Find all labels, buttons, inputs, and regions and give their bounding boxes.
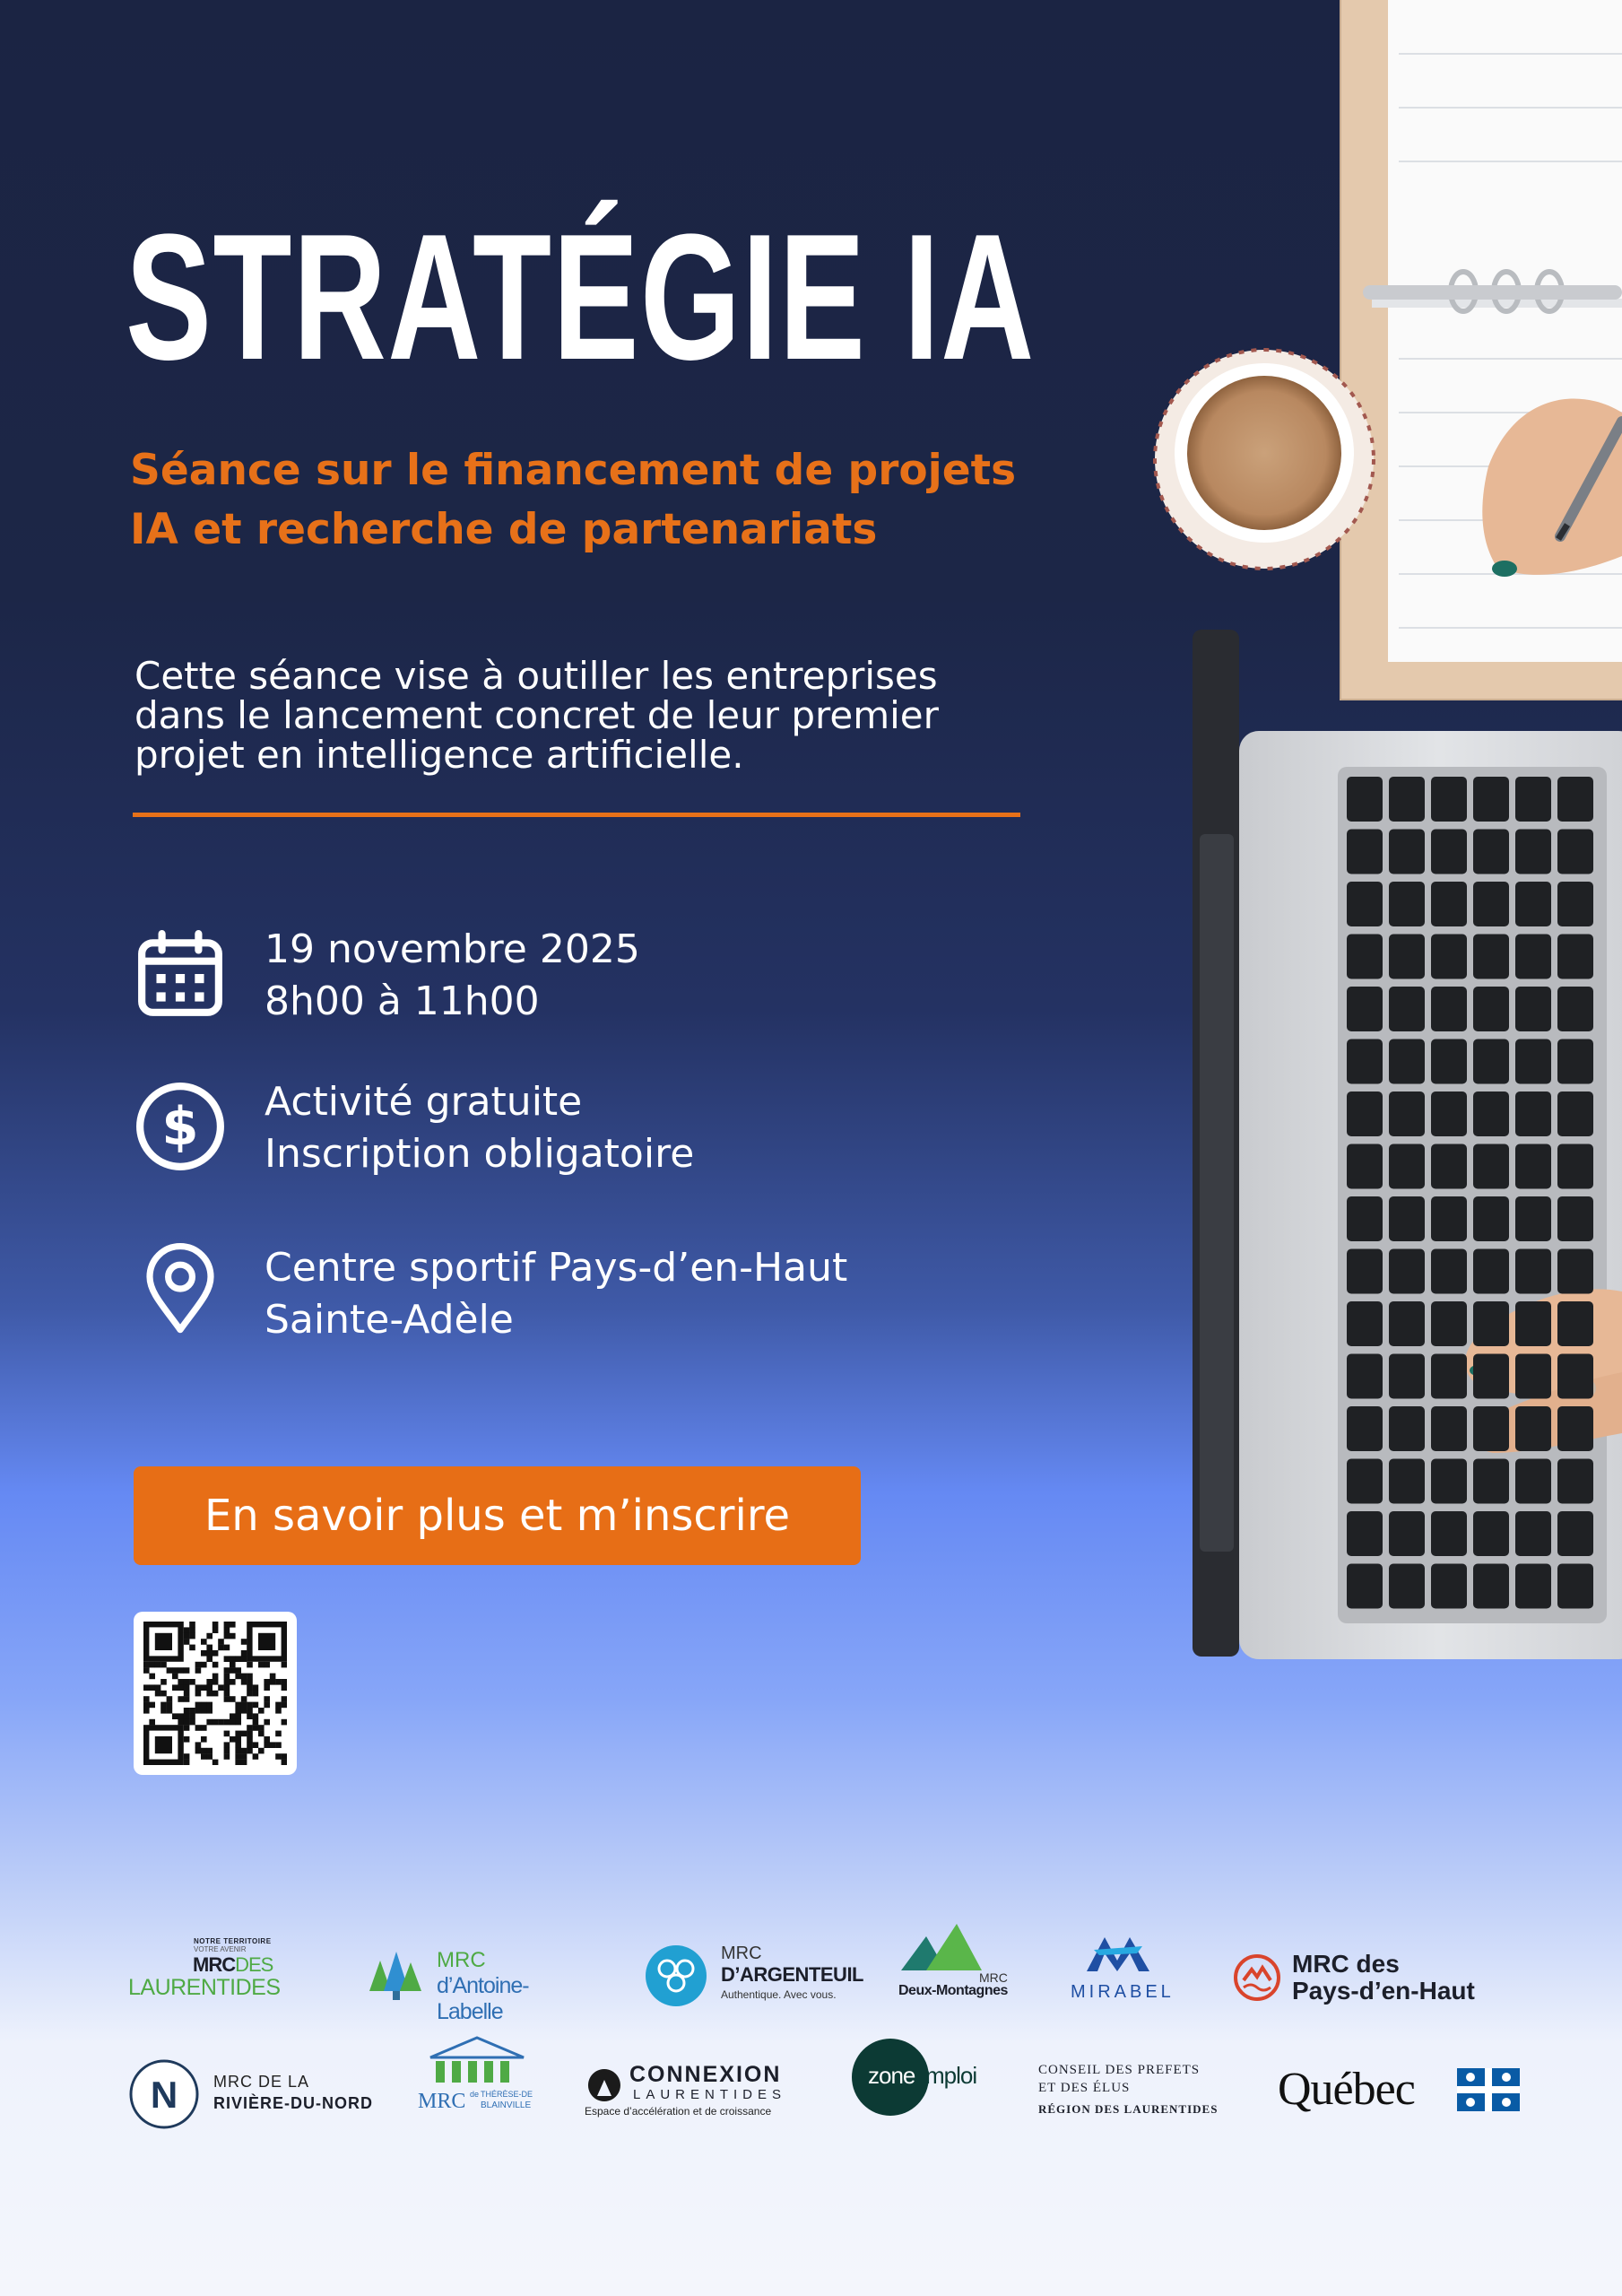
event-time: 8h00 à 11h00 — [265, 978, 540, 1024]
keyboard-key — [1515, 1564, 1551, 1609]
logo-deux-montagnes: MRC Deux-Montagnes — [897, 1924, 1031, 2005]
mountain-icon — [901, 1924, 982, 1973]
keyboard-key — [1515, 1039, 1551, 1084]
keyboard-key — [1431, 1249, 1467, 1294]
quebec-flag-icon — [1457, 2068, 1520, 2111]
keyboard-key — [1389, 1196, 1425, 1241]
workspace-photo — [1139, 0, 1622, 1677]
event-date: 19 novembre 2025 — [265, 926, 640, 972]
keyboard-key — [1431, 1406, 1467, 1451]
keyboard-key — [1473, 1039, 1509, 1084]
connexion-emblem-icon — [585, 2066, 624, 2105]
keyboard-key — [1557, 1091, 1593, 1136]
argenteuil-emblem-icon — [644, 1944, 708, 2008]
keyboard-key — [1515, 1091, 1551, 1136]
keyboard-key — [1431, 1039, 1467, 1084]
keyboard-key — [1473, 1564, 1509, 1609]
keyboard-key — [1389, 1406, 1425, 1451]
keyboard-key — [1347, 1196, 1383, 1241]
description-line-3: projet en intelligence artificielle. — [134, 733, 744, 777]
keyboard-key — [1515, 1406, 1551, 1451]
keyboard-key — [1473, 935, 1509, 979]
logo-therese-de-blainville: MRC de THÉRÈSE-DE BLAINVILLE — [414, 2036, 540, 2126]
keyboard-key — [1557, 987, 1593, 1031]
registration-text: Inscription obligatoire — [265, 1131, 695, 1177]
keyboard-key — [1473, 1354, 1509, 1399]
keyboard-key — [1347, 1511, 1383, 1556]
keyboard-key — [1389, 1354, 1425, 1399]
keyboard-key — [1389, 1564, 1425, 1609]
keyboard-key — [1347, 1301, 1383, 1346]
keyboard-key — [1557, 777, 1593, 822]
svg-text:$: $ — [161, 1095, 199, 1158]
keyboard-key — [1473, 777, 1509, 822]
keyboard-key — [1431, 1564, 1467, 1609]
keyboard-key — [1515, 882, 1551, 926]
keyboard-key — [1515, 987, 1551, 1031]
logo-argenteuil: MRC D’ARGENTEUIL Authentique. Avec vous. — [644, 1942, 859, 2013]
keyboard-key — [1473, 1249, 1509, 1294]
keyboard-key — [1515, 1354, 1551, 1399]
keyboard-key — [1557, 882, 1593, 926]
description-line-2: dans le lancement concret de leur premier — [134, 693, 939, 737]
keyboard-key — [1389, 1144, 1425, 1189]
keyboard-key — [1347, 987, 1383, 1031]
keyboard-key — [1473, 1144, 1509, 1189]
keyboard-key — [1473, 1091, 1509, 1136]
keyboard-key — [1347, 1091, 1383, 1136]
logo-riviere-du-nord: N MRC DE LA RIVIÈRE-DU-NORD — [128, 2058, 388, 2130]
keyboard-key — [1557, 1196, 1593, 1241]
keyboard-key — [1347, 1039, 1383, 1084]
subtitle-line-2: IA et recherche de partenariats — [130, 505, 878, 554]
keyboard-key — [1515, 777, 1551, 822]
keyboard-key — [1431, 830, 1467, 874]
logo-connexion-laurentides: CONNEXION LAURENTIDES Espace d’accélération et de croissance — [585, 2062, 787, 2118]
logo-pays-den-haut: MRC des Pays-d’en-Haut — [1233, 1948, 1529, 2011]
keyboard-key — [1431, 1301, 1467, 1346]
venue-city: Sainte-Adèle — [265, 1297, 514, 1343]
keyboard-key — [1431, 935, 1467, 979]
tree-icon — [359, 1948, 430, 2002]
keyboard-key — [1347, 777, 1383, 822]
location-info — [134, 1247, 941, 1363]
keyboard-key — [1347, 935, 1383, 979]
keyboard-key — [1557, 1354, 1593, 1399]
keyboard-key — [1557, 830, 1593, 874]
keyboard-key — [1431, 1091, 1467, 1136]
keyboard-key — [1431, 1511, 1467, 1556]
keyboard-key — [1431, 1354, 1467, 1399]
event-title: STRATÉGIE IA — [126, 197, 1036, 397]
dollar-icon — [134, 1081, 226, 1172]
keyboard-key — [1515, 1301, 1551, 1346]
price-text: Activité gratuite — [265, 1079, 583, 1125]
keyboard-key — [1389, 935, 1425, 979]
keyboard-key — [1347, 1564, 1383, 1609]
location-pin-icon — [134, 1243, 226, 1335]
keyboard-key — [1557, 1144, 1593, 1189]
logo-mirabel: MIRABEL — [1065, 1928, 1182, 2009]
qr-code[interactable] — [134, 1612, 297, 1775]
keyboard-key — [1347, 1406, 1383, 1451]
description-line-1: Cette séance vise à outiller les entreprises — [134, 654, 938, 698]
keyboard-key — [1473, 987, 1509, 1031]
keyboard-key — [1515, 830, 1551, 874]
keyboard-key — [1557, 1301, 1593, 1346]
calendar-icon — [134, 928, 226, 1020]
keyboard-key — [1347, 830, 1383, 874]
logo-mrc-laurentides: NOTRE TERRITOIRE VOTRE AVENIR MRCDES LAURENTIDES — [128, 1937, 281, 2000]
keyboard-key — [1347, 1249, 1383, 1294]
date-info — [134, 928, 941, 1045]
riviere-du-nord-emblem-icon — [128, 2058, 200, 2130]
keyboard-key — [1515, 1459, 1551, 1504]
keyboard-key — [1431, 1459, 1467, 1504]
arches-icon — [423, 2036, 531, 2086]
keyboard-key — [1389, 830, 1425, 874]
keyboard-key — [1515, 935, 1551, 979]
event-description — [134, 654, 1121, 777]
keyboard-key — [1389, 1511, 1425, 1556]
orange-divider — [133, 813, 1020, 817]
keyboard-key — [1389, 1039, 1425, 1084]
keyboard-key — [1431, 882, 1467, 926]
logo-antoine-labelle: MRC d’Antoine-Labelle — [359, 1946, 592, 2009]
keyboard-key — [1389, 882, 1425, 926]
keyboard-key — [1473, 1301, 1509, 1346]
mirabel-emblem-icon — [1087, 1928, 1149, 1973]
qr-code-icon — [143, 1622, 287, 1765]
keyboard-key — [1389, 1301, 1425, 1346]
venue-name: Centre sportif Pays-d’en-Haut — [265, 1245, 848, 1291]
keyboard-key — [1557, 1249, 1593, 1294]
keyboard-key — [1557, 1406, 1593, 1451]
keyboard-key — [1347, 1354, 1383, 1399]
keyboard-key — [1515, 1144, 1551, 1189]
keyboard-key — [1473, 882, 1509, 926]
keyboard-key — [1473, 830, 1509, 874]
keyboard-key — [1473, 1196, 1509, 1241]
keyboard-key — [1389, 1249, 1425, 1294]
price-info — [134, 1081, 941, 1197]
keyboard-key — [1515, 1196, 1551, 1241]
keyboard-key — [1473, 1459, 1509, 1504]
keyboard-key — [1557, 1459, 1593, 1504]
keyboard-key — [1389, 1459, 1425, 1504]
keyboard-key — [1389, 777, 1425, 822]
keyboard-key — [1389, 987, 1425, 1031]
event-subtitle — [130, 441, 1134, 560]
logo-quebec: Québec — [1278, 2063, 1529, 2126]
keyboard-key — [1389, 1091, 1425, 1136]
keyboard-key — [1557, 1511, 1593, 1556]
keyboard-key — [1557, 935, 1593, 979]
keyboard-key — [1557, 1039, 1593, 1084]
keyboard-key — [1347, 1144, 1383, 1189]
keyboard-key — [1347, 882, 1383, 926]
keyboard-key — [1431, 777, 1467, 822]
pays-den-haut-emblem-icon — [1233, 1953, 1281, 2002]
keyboard-key — [1515, 1249, 1551, 1294]
keyboard-key — [1431, 987, 1467, 1031]
svg-text:N: N — [150, 2074, 178, 2116]
keyboard-key — [1515, 1511, 1551, 1556]
subtitle-line-1: Séance sur le financement de projets — [130, 446, 1017, 495]
keyboard-key — [1557, 1564, 1593, 1609]
logo-zonemploi: zone mploi — [852, 2039, 1004, 2119]
register-button[interactable]: En savoir plus et m’inscrire — [134, 1466, 861, 1565]
logo-conseil-prefets: CONSEIL DES PREFETS ET DES ÉLUS RÉGION DES LAURENTIDES — [1038, 2063, 1219, 2116]
keyboard-key — [1473, 1511, 1509, 1556]
keyboard-key — [1431, 1196, 1467, 1241]
keyboard-key — [1347, 1459, 1383, 1504]
keyboard-key — [1431, 1144, 1467, 1189]
keyboard-key — [1473, 1406, 1509, 1451]
